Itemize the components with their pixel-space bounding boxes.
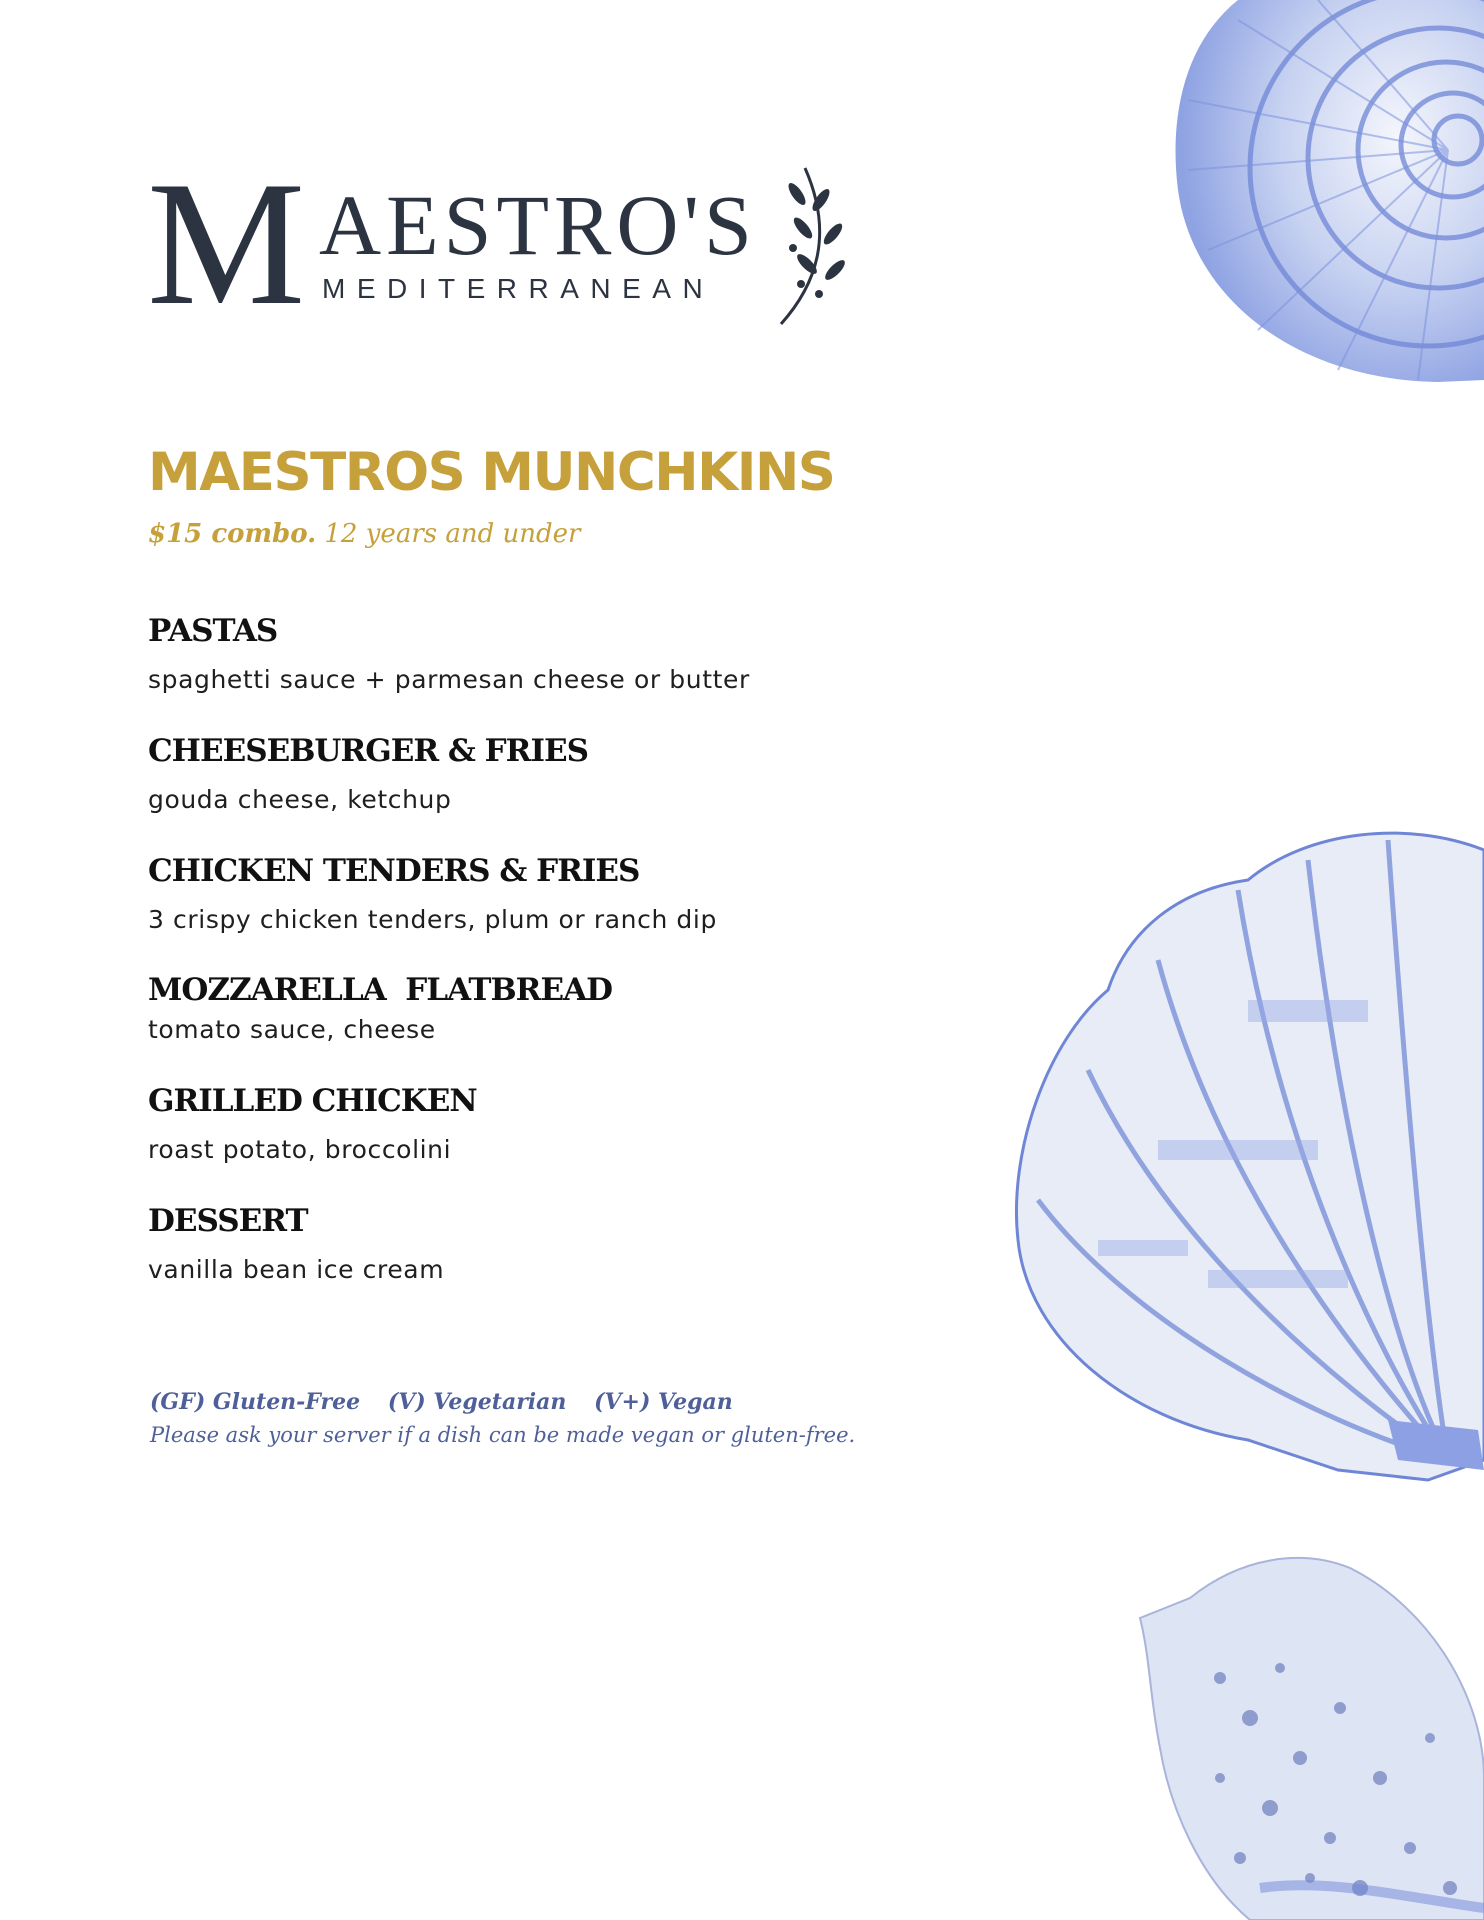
conch-shell-illustration xyxy=(1130,1548,1484,1920)
menu-item-description: spaghetti sauce + parmesan cheese or butter xyxy=(148,665,750,694)
menu-item-description: roast potato, broccolini xyxy=(148,1135,452,1164)
menu-item-name: MOZZARELLA FLATBREAD xyxy=(148,972,613,1008)
menu-item-description: tomato sauce, cheese xyxy=(148,1015,436,1044)
legend-vegan: (V+) Vegan xyxy=(594,1389,733,1415)
menu-item-name: DESSERT xyxy=(148,1203,308,1239)
menu-item-name: CHICKEN TENDERS & FRIES xyxy=(148,853,640,889)
scallop-shell-illustration xyxy=(1008,820,1484,1488)
legend-vegetarian: (V) Vegetarian xyxy=(387,1389,567,1415)
logo-initial: M xyxy=(147,144,306,342)
menu-item-name: GRILLED CHICKEN xyxy=(148,1083,477,1119)
menu-item-name: PASTAS xyxy=(148,613,278,649)
combo-price: $15 combo. xyxy=(148,519,317,549)
legend-gluten-free: (GF) Gluten-Free xyxy=(150,1389,361,1415)
logo-wordmark: AESTRO'S xyxy=(319,177,757,273)
age-note: 12 years and under xyxy=(324,519,581,549)
menu-item-description: gouda cheese, ketchup xyxy=(148,785,452,814)
menu-item-description: 3 crispy chicken tenders, plum or ranch dip xyxy=(148,905,717,934)
menu-title: MAESTROS MUNCHKINS xyxy=(148,442,835,503)
olive-branch-icon xyxy=(775,166,855,326)
menu-subtitle xyxy=(148,516,580,552)
menu-item-name: CHEESEBURGER & FRIES xyxy=(148,733,588,769)
logo-subtitle: MEDITERRANEAN xyxy=(322,273,715,304)
restaurant-logo xyxy=(147,144,857,342)
nautilus-shell-illustration xyxy=(1148,0,1484,390)
dietary-note: Please ask your server if a dish can be made vegan or gluten-free. xyxy=(150,1423,856,1447)
menu-item-description: vanilla bean ice cream xyxy=(148,1255,445,1284)
dietary-legend xyxy=(150,1387,753,1417)
